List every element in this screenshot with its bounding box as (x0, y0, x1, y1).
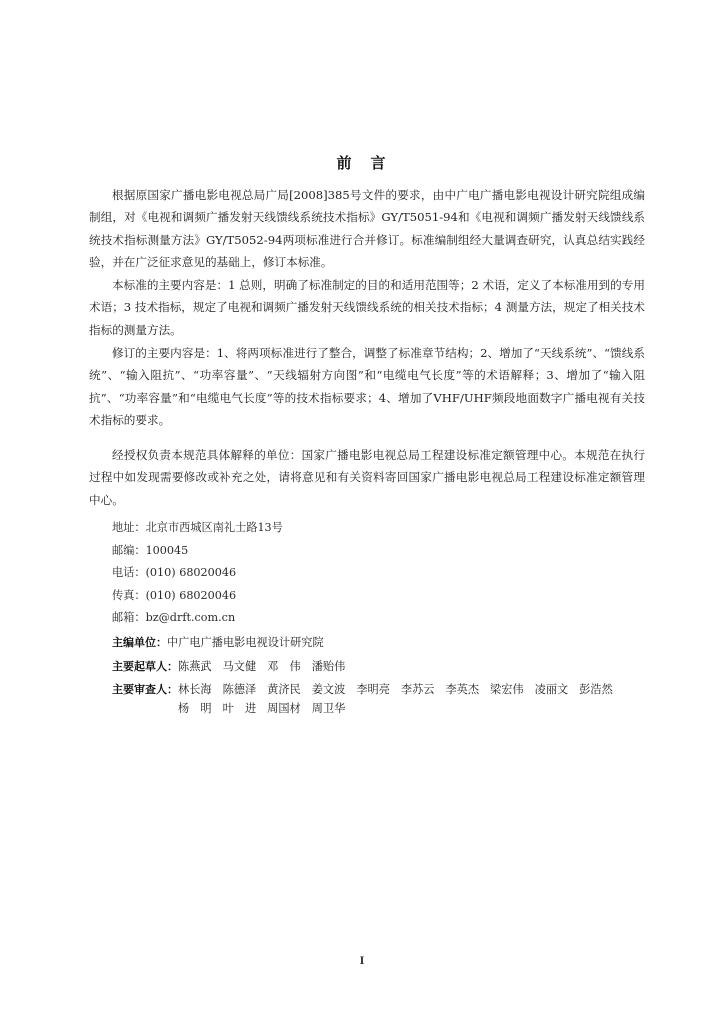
drafter-name: 邓 伟 (267, 659, 301, 673)
reviewer-name: 周国材 (267, 702, 301, 715)
contact-phone: 电话：(010) 68020046 (112, 566, 237, 580)
drafter-name: 陈燕武 (178, 659, 212, 673)
contact-fax: 传真：(010) 68020046 (112, 588, 237, 602)
preface-paragraph-3: 修订的主要内容是：1、将两项标准进行了整合，调整了标准章节结构；2、增加了“天线系统”、“馈线系统”、“输入阻抗”、“功率容量”、“天线辐射方向图”和“电缆电气长度”等的术语解释；3、增加了“输入阻抗”、“功率容量”和“电缆电气长度”等的技术指标要求；4、增加了VHF/UHF频段地面数字广播电视有关技术指标的要求。 (89, 346, 645, 428)
chief-unit-value: 中广电广播电影电视设计研究院 (167, 636, 324, 649)
reviewer-name: 李英杰 (445, 683, 480, 696)
reviewer-name: 彭浩然 (579, 683, 613, 696)
reviewer-name: 林长海 (178, 683, 212, 696)
reviewers-label: 主要审查人： (112, 683, 178, 696)
reviewer-name: 周卫华 (311, 702, 346, 715)
reviewer-name: 李明亮 (356, 683, 390, 696)
reviewer-name: 陈德泽 (222, 683, 257, 696)
preface-paragraph-4: 经授权负责本规范具体解释的单位：国家广播电影电视总局工程建设标准定额管理中心。本规范在执行过程中如发现需要修改或补充之处，请将意见和有关资料寄回国家广播电影电视总局工程建设标准定额管理中心。 (89, 448, 645, 507)
chief-unit-row (112, 634, 672, 658)
reviewer-name: 叶 进 (222, 702, 257, 715)
page-title: 前 言 (336, 154, 388, 172)
drafters-label: 主要起草人： (112, 659, 178, 673)
chief-unit-label: 主编单位： (112, 636, 167, 649)
contact-email: 邮箱：bz@drft.com.cn (112, 611, 236, 625)
contact-address: 地址：北京市西城区南礼士路13号 (112, 521, 283, 534)
preface-paragraph-2: 本标准的主要内容是：1 总则，明确了标准制定的目的和适用范围等；2 术语，定义了本标准用到的专用术语；3 技术指标，规定了电视和调频广播发射天线馈线系统的相关技术指标；4 测量方法，规定了相关技术指标的测量方法。 (89, 278, 645, 337)
drafters-list (178, 658, 658, 674)
reviewer-name: 李苏云 (400, 683, 435, 696)
reviewer-name: 杨 明 (178, 702, 212, 715)
reviewer-name: 凌丽文 (534, 683, 569, 696)
drafter-name: 马文健 (222, 659, 257, 673)
contact-postcode: 邮编：100045 (112, 543, 189, 557)
reviewer-name: 姜文波 (311, 683, 346, 696)
contact-info (112, 517, 283, 630)
preface-paragraph-1: 根据原国家广播电影电视总局广局[2008]385号文件的要求，由中广电广播电影电视设计研究院组成编制组，对《电视和调频广播发射天线馈线系统技术指标》GY/T5051-94和《电视和调频广播发射天线馈线系统技术指标测量方法》GY/T5052-94两项标准进行合并修订。标准编制组经大量调查研究，认真总结实践经验，并在广泛征求意见的基础上，修订本标准。 (89, 188, 645, 270)
reviewer-name: 梁宏伟 (490, 683, 524, 696)
drafting-units (112, 634, 672, 715)
page-number: I (359, 956, 365, 967)
reviewers-list (178, 681, 658, 716)
reviewer-name: 黄济民 (267, 683, 301, 696)
reviewers-row (112, 681, 672, 715)
drafter-name: 潘贻伟 (311, 659, 346, 673)
drafters-row (112, 658, 672, 682)
